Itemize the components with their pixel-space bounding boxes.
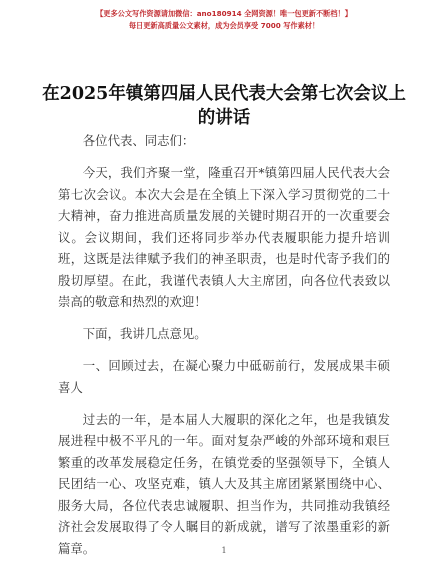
header-banner — [0, 8, 448, 32]
salutation: 各位代表、同志们： — [82, 133, 195, 148]
banner-line-2: 每日更新高质量公文素材，成为会员享受 7000 写作素材！ — [128, 21, 320, 30]
document-body — [58, 130, 390, 570]
document-title: 在2025年镇第四届人民代表大会第七次会议上的讲话 — [42, 84, 406, 128]
section-heading: 一、回顾过去，在凝心聚力中砥砺前行，发展成果丰硕喜人 — [58, 358, 390, 395]
page-number: 1 — [221, 546, 227, 555]
paragraph: 过去的一年，是本届人大履职的深化之年，也是我镇发展进程中极不平凡的一年。面对复杂严峻的外部环境和艰巨繁重的改革发展稳定任务，在镇党委的坚强领导下，全镇人民团结一心、攻坚克难，镇人大及其主席团紧紧围绕中心、服务大局，各位代表忠诚履职、担当作为，共同推动我镇经济社会发展取得了令人瞩目的新成就，谱写了浓墨重彩的新篇章。 — [58, 411, 390, 556]
paragraph: 下面，我讲几点意见。 — [82, 326, 207, 341]
banner-line-1: 【更多公文写作资源请加微信：ano180914 全网资源！唯一包更新不断档！】 — [96, 9, 352, 18]
paragraph: 今天，我们齐聚一堂，隆重召开*镇第四届人民代表大会第七次会议。本次大会是在全镇上下深入学习贯彻党的二十大精神，奋力推进高质量发展的关键时期召开的一次重要会议。会议期间，我们还将同步举办代表履职能力提升培训班，这既是法律赋予我们的神圣职责，也是时代寄予我们的殷切厚望。在此，我谨代表镇人大主席团，向各位代表致以崇高的敬意和热烈的欢迎！ — [58, 165, 390, 309]
